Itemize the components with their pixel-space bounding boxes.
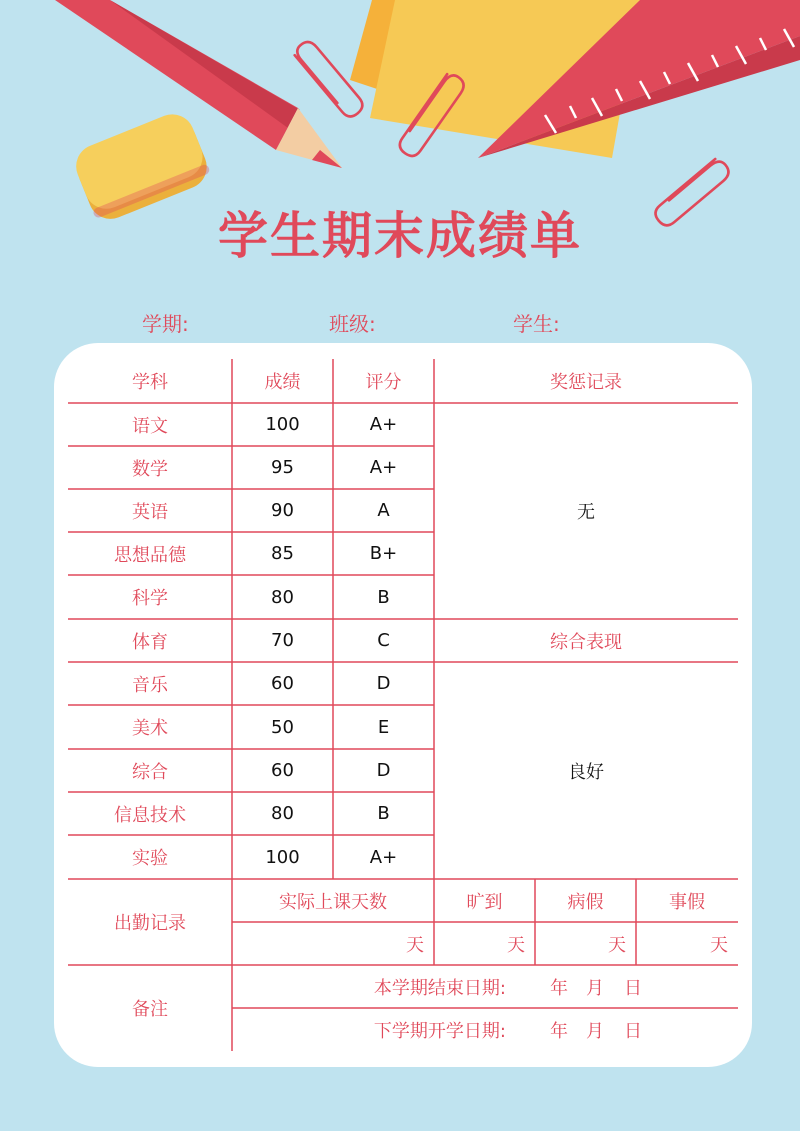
overall-value: 良好 — [568, 761, 604, 783]
term-end-label: 本学期结束日期: — [373, 977, 506, 999]
score-cell: 100 — [265, 414, 300, 435]
remarks-label: 备注 — [132, 999, 168, 1020]
awards-value: 无 — [577, 502, 595, 523]
grade-cell: A+ — [369, 846, 398, 868]
grade-table-card — [54, 343, 752, 1067]
term-end-year: 年 — [550, 977, 568, 999]
subject-cell: 数学 — [132, 458, 168, 480]
grade-cell: A+ — [369, 457, 398, 478]
next-term-day: 日 — [624, 1020, 642, 1042]
score-cell: 50 — [271, 716, 294, 738]
subject-cell: 实验 — [132, 848, 168, 869]
actual-days-unit: 天 — [406, 934, 424, 956]
header-subject: 学科 — [132, 372, 168, 393]
personal-leave-header: 事假 — [669, 891, 705, 913]
overall-label: 综合表现 — [550, 631, 622, 653]
subject-cell: 音乐 — [132, 674, 168, 696]
personal-days-unit: 天 — [710, 934, 728, 956]
term-label: 学期: — [142, 312, 189, 336]
term-end-day: 日 — [624, 977, 642, 999]
score-cell: 80 — [271, 803, 294, 824]
subject-cell: 语文 — [132, 415, 168, 437]
grade-cell: A+ — [369, 414, 398, 435]
grade-cell: C — [377, 630, 390, 651]
grade-cell: E — [377, 716, 390, 738]
score-cell: 85 — [271, 543, 294, 564]
subject-cell: 思想品德 — [114, 544, 186, 566]
grade-cell: D — [376, 760, 391, 781]
header-grade: 评分 — [365, 372, 402, 393]
grade-cell: A — [377, 500, 390, 521]
next-term-start-label: 下学期开学日期: — [373, 1020, 506, 1042]
grade-cell: D — [376, 673, 391, 694]
score-cell: 90 — [271, 500, 294, 521]
student-label: 学生: — [513, 312, 560, 336]
header-score: 成绩 — [264, 372, 301, 393]
actual-days-header: 实际上课天数 — [279, 891, 387, 913]
score-cell: 60 — [271, 760, 294, 781]
term-end-month: 月 — [586, 977, 604, 999]
subject-cell: 信息技术 — [114, 804, 186, 826]
score-cell: 70 — [271, 630, 294, 651]
absent-header: 旷到 — [466, 891, 503, 913]
sick-days-unit: 天 — [608, 934, 626, 956]
score-cell: 60 — [271, 673, 294, 694]
sick-leave-header: 病假 — [567, 891, 604, 913]
next-term-year: 年 — [550, 1020, 568, 1042]
subject-cell: 综合 — [132, 761, 168, 783]
class-label: 班级: — [329, 312, 376, 336]
attendance-label: 出勤记录 — [114, 913, 186, 934]
subject-cell: 美术 — [132, 718, 168, 739]
grade-cell: B — [377, 586, 390, 608]
subject-cell: 科学 — [132, 588, 168, 609]
next-term-month: 月 — [586, 1020, 604, 1042]
grade-cell: B — [377, 803, 390, 824]
subject-cell: 体育 — [132, 631, 168, 653]
grade-cell: B+ — [369, 543, 398, 564]
subject-cell: 英语 — [132, 501, 168, 523]
score-cell: 80 — [271, 586, 294, 608]
score-cell: 100 — [265, 846, 300, 868]
absent-days-unit: 天 — [507, 934, 525, 956]
score-cell: 95 — [271, 457, 294, 478]
header-awards: 奖惩记录 — [550, 372, 622, 393]
page-title: 学生期末成绩单 — [218, 207, 582, 265]
